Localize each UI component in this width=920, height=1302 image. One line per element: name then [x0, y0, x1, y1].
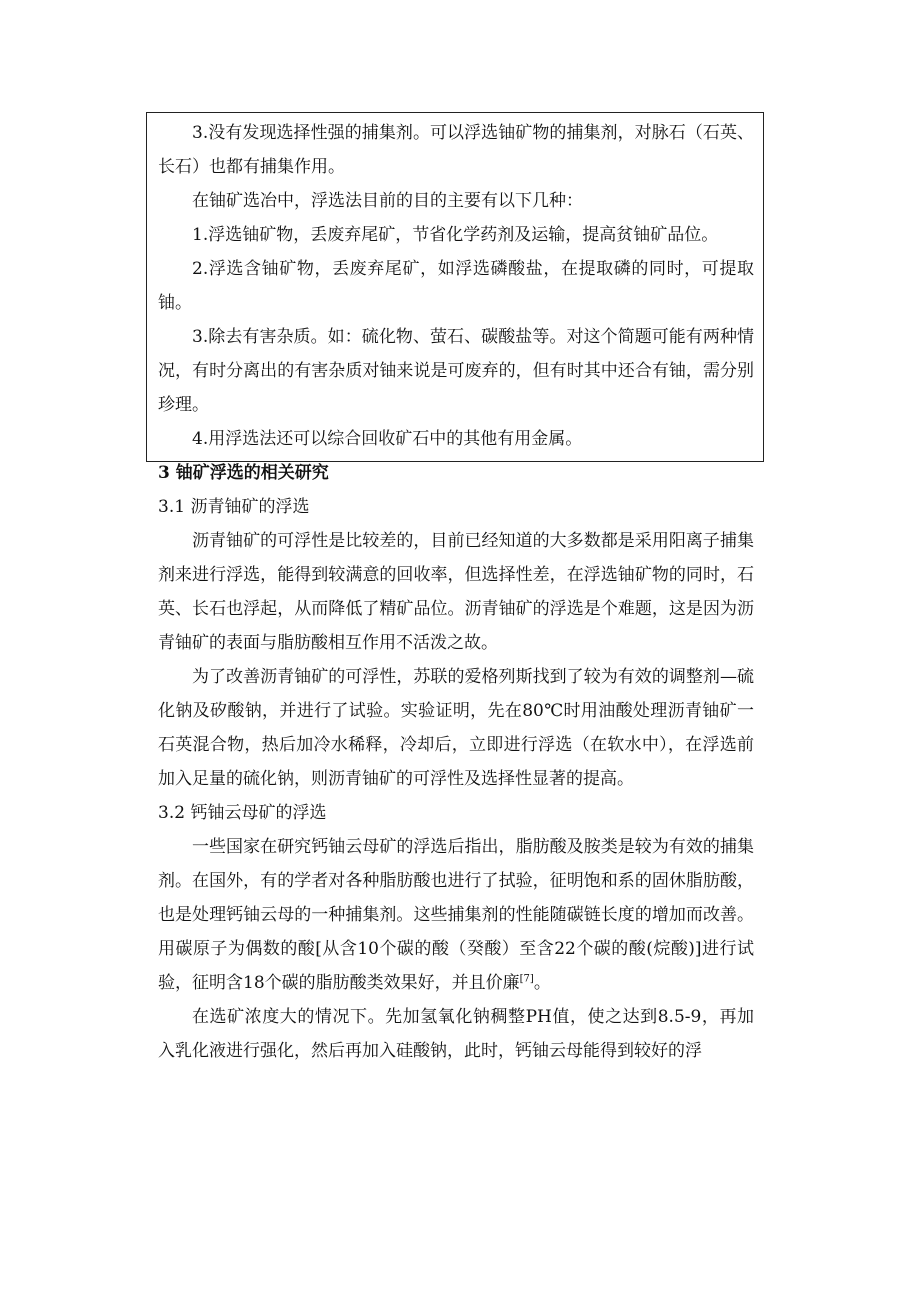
list-item: 3.除去有害杂质。如：硫化物、萤石、碳酸盐等。对这个简题可能有两种情况，有时分离出的有害杂质对铀来说是可废弃的，但有时其中还合有铀，需分别珍理。 [158, 327, 754, 415]
paragraph: 在选矿浓度大的情况下。先加氢氧化钠稠整PH值，使之达到8.5-9，再加入乳化液进行强化，然后再加入硅酸钠，此时，钙铀云母能得到较好的浮 [158, 1007, 754, 1061]
paragraph: 在铀矿选冶中，浮选法目前的目的主要有以下几种： [192, 191, 583, 211]
paragraph: 3.没有发现选择性强的捕集剂。可以浮选铀矿物的捕集剂，对脉石（石英、长石）也都有捕集作用。 [158, 123, 754, 177]
subsection-heading: 3.1 沥青铀矿的浮选 [158, 497, 310, 517]
document-body [158, 116, 754, 1068]
paragraph-text: 一些国家在研究钙铀云母矿的浮选后指出，脂肪酸及胺类是较为有效的捕集剂。在国外，有的学者对各种脂肪酸也进行了拭验，征明饱和系的固休脂肪酸，也是处理钙铀云母的一种捕集剂。这些捕集剂的性能随碳链长度的增加而改善。用碳原子为偶数的酸[从含10个碳的酸（癸酸）至含22个碳的酸(烷酸)]进行试验，征明含18个碳的脂肪酸类效果好，并且价廉 [158, 837, 754, 993]
list-item: 4.用浮选法还可以综合回收矿石中的其他有用金属。 [192, 429, 583, 449]
section-heading: 3 铀矿浮选的相关研究 [158, 463, 329, 483]
paragraph: 为了改善沥青铀矿的可浮性，苏联的爱格列斯找到了较为有效的调整剂—硫化钠及矽酸钠，并进行了试验。实验证明，先在80℃时用油酸处理沥青铀矿一石英混合物，热后加冷水稀释，冷却后，立即进行浮选（在软水中），在浮选前加入足量的硫化钠，则沥青铀矿的可浮性及选择性显著的提高。 [158, 667, 754, 789]
paragraph [158, 830, 754, 1000]
list-item: 1.浮选铀矿物，丢废弃尾矿，节省化学药剂及运输，提高贫铀矿品位。 [192, 225, 719, 245]
paragraph: 沥青铀矿的可浮性是比较差的，目前已经知道的大多数都是采用阳离子捕集剂来进行浮选，能得到较满意的回收率，但选择性差，在浮选铀矿物的同时，石英、长石也浮起，从而降低了精矿品位。沥青铀矿的浮选是个难题，这是因为沥青铀矿的表面与脂肪酸相互作用不活泼之故。 [158, 531, 754, 653]
citation-marker[interactable]: [7] [519, 973, 534, 985]
list-item: 2.浮选含铀矿物，丢废弃尾矿，如浮选磷酸盐，在提取磷的同时，可提取铀。 [158, 259, 754, 313]
subsection-heading: 3.2 钙铀云母矿的浮选 [158, 803, 327, 823]
paragraph-tail: 。 [533, 973, 551, 993]
